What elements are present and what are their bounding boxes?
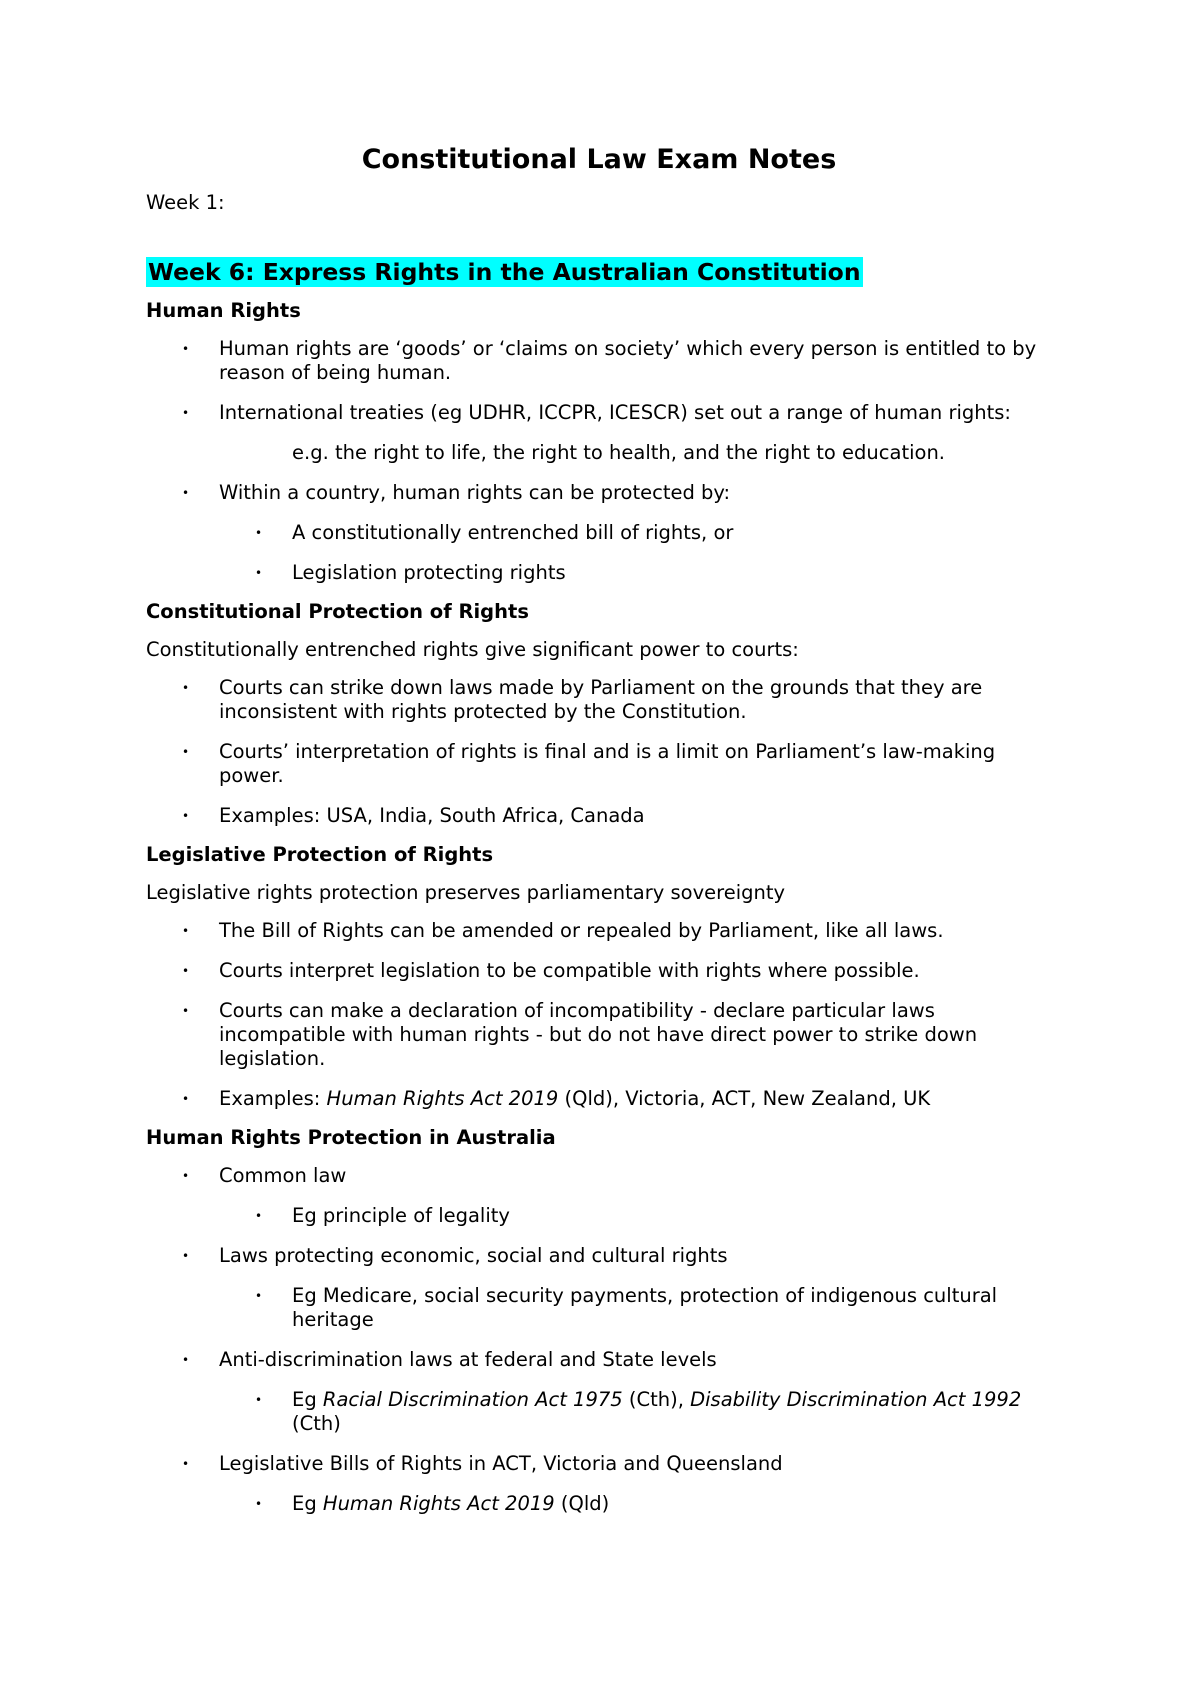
example-line: e.g. the right to life, the right to health, and the right to education. <box>292 441 946 464</box>
sub-list-item: • A constitutionally entrenched bill of rights, or <box>146 521 1040 545</box>
list-item: • Courts can make a declaration of incompatibility - declare particular laws incompatible with human rights - but do not have direct power to strike down legislation. <box>146 999 1040 1071</box>
list-item <box>146 1087 1040 1111</box>
list-item: • Laws protecting economic, social and cultural rights <box>146 1244 1040 1268</box>
section-heading-legislative-protection: Legislative Protection of Rights <box>146 843 494 866</box>
list-item: • International treaties (eg UDHR, ICCPR, ICESCR) set out a range of human rights: <box>146 401 1040 425</box>
list-item: • Common law <box>146 1164 1040 1188</box>
list-item: • The Bill of Rights can be amended or repealed by Parliament, like all laws. <box>146 919 1040 943</box>
list-item: • Anti-discrimination laws at federal and State levels <box>146 1348 1040 1372</box>
list-item: • Within a country, human rights can be protected by: <box>146 481 1040 505</box>
sub-list-item: • Eg Medicare, social security payments, protection of indigenous cultural heritage <box>146 1284 1040 1332</box>
text: Examples: <box>219 1087 327 1110</box>
week6-heading: Week 6: Express Rights in the Australian Constitution <box>148 258 861 286</box>
constitutional-list <box>146 676 1040 828</box>
list-item: • Courts’ interpretation of rights is final and is a limit on Parliament’s law-making power. <box>146 740 1040 788</box>
legislative-list <box>146 919 1040 1111</box>
week1-label: Week 1: <box>146 191 225 214</box>
human-rights-list-2 <box>146 481 1040 585</box>
legislative-intro: Legislative rights protection preserves parliamentary sovereignty <box>146 881 786 904</box>
sub-list-item <box>146 1492 1040 1516</box>
constitutional-intro: Constitutionally entrenched rights give significant power to courts: <box>146 638 799 661</box>
page-title: Constitutional Law Exam Notes <box>361 144 837 175</box>
text: (Cth), <box>622 1388 691 1411</box>
list-item: • Courts can strike down laws made by Parliament on the grounds that they are inconsistent with rights protected by the Constitution. <box>146 676 1040 724</box>
text: (Qld) <box>554 1492 610 1515</box>
text: Eg <box>292 1492 323 1515</box>
text: (Cth) <box>292 1412 341 1435</box>
section-heading-constitutional-protection: Constitutional Protection of Rights <box>146 600 529 623</box>
section-heading-australia: Human Rights Protection in Australia <box>146 1126 556 1149</box>
human-rights-list <box>146 337 1040 425</box>
text: (Qld), Victoria, ACT, New Zealand, UK <box>558 1087 931 1110</box>
list-item: • Courts interpret legislation to be compatible with rights where possible. <box>146 959 1040 983</box>
sub-list-item: • Eg principle of legality <box>146 1204 1040 1228</box>
list-item: • Examples: USA, India, South Africa, Canada <box>146 804 1040 828</box>
australia-list <box>146 1164 1040 1516</box>
act-title: Human Rights Act 2019 <box>322 1492 555 1515</box>
list-item: • Human rights are ‘goods’ or ‘claims on society’ which every person is entitled to by reason of being human. <box>146 337 1040 385</box>
section-heading-human-rights: Human Rights <box>146 299 301 322</box>
sub-list-item: • Legislation protecting rights <box>146 561 1040 585</box>
act-title: Racial Discrimination Act 1975 <box>322 1388 623 1411</box>
text: Eg <box>292 1388 323 1411</box>
act-title: Human Rights Act 2019 <box>326 1087 559 1110</box>
act-title: Disability Discrimination Act 1992 <box>690 1388 1022 1411</box>
sub-list-item <box>146 1388 1040 1436</box>
list-item: • Legislative Bills of Rights in ACT, Victoria and Queensland <box>146 1452 1040 1476</box>
